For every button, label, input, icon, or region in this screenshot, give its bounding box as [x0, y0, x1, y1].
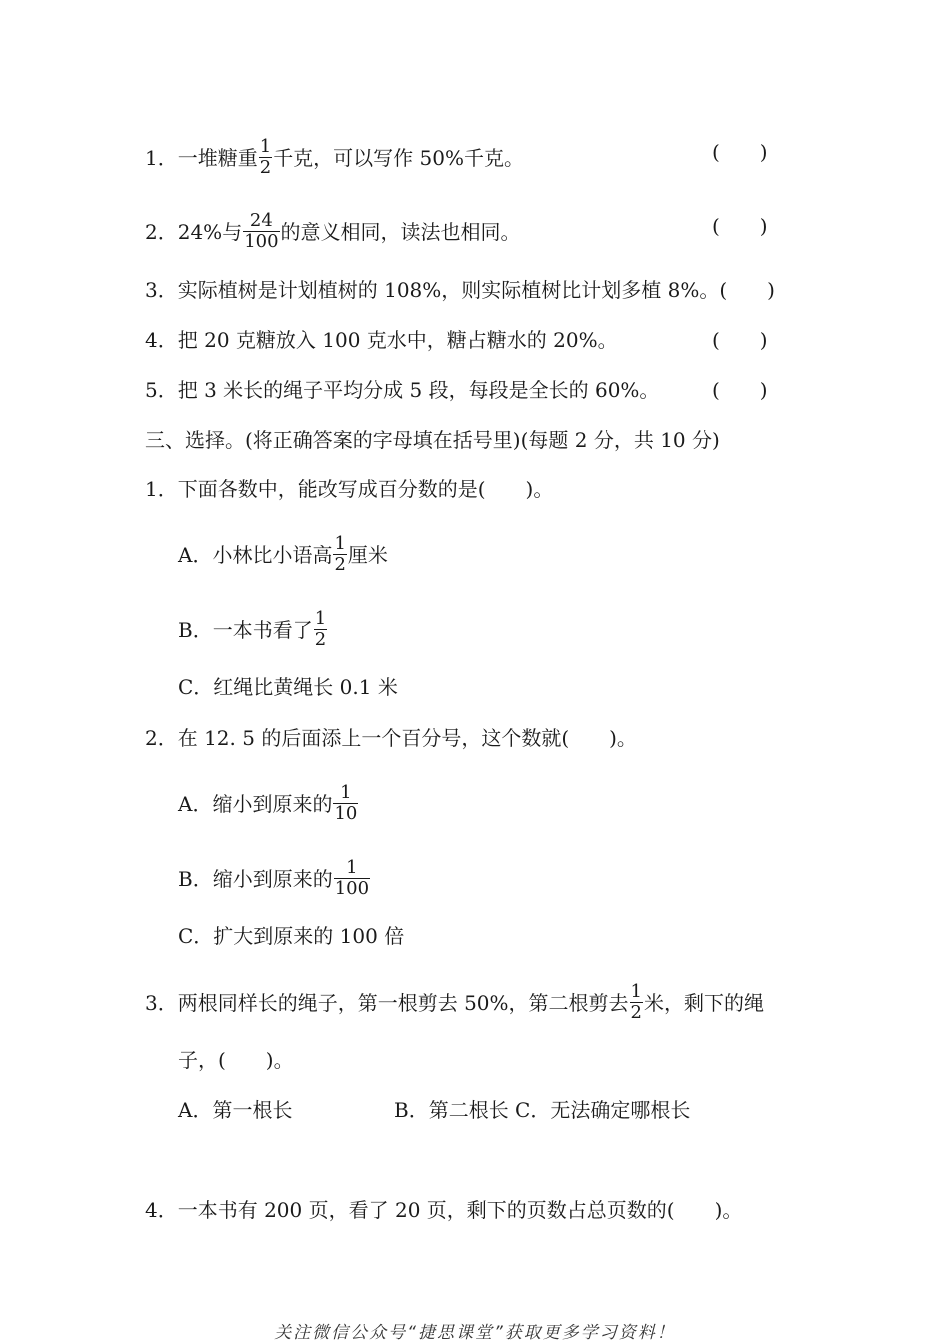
- denominator: 10: [334, 803, 358, 824]
- item-text: 千克，可以写作 50%千克。: [273, 146, 524, 170]
- judge-item-2: [145, 210, 521, 253]
- denominator: 2: [314, 629, 327, 650]
- question-3-option-a: A．第一根长: [178, 1098, 293, 1122]
- question-3-option-bc: B．第二根长 C．无法确定哪根长: [394, 1098, 691, 1122]
- answer-paren-5[interactable]: ( ): [712, 378, 768, 402]
- denominator: 2: [334, 554, 346, 575]
- numerator: 1: [259, 136, 272, 157]
- question-2-option-b: [178, 857, 371, 900]
- option-text: A．缩小到原来的: [178, 792, 333, 816]
- question-2-option-a: [178, 782, 359, 825]
- question-1-option-a: [178, 533, 388, 576]
- answer-paren-4[interactable]: ( ): [712, 328, 768, 352]
- fraction: [259, 138, 272, 177]
- fraction: [243, 212, 279, 251]
- judge-item-1: [145, 136, 524, 179]
- denominator: 2: [630, 1002, 642, 1023]
- question-text: 米，剩下的绳: [644, 991, 764, 1015]
- item-text: 把 3 米长的绳子平均分成 5 段，每段是全长的 60%。: [177, 378, 660, 402]
- item-text: 把 20 克糖放入 100 克水中，糖占糖水的 20%。: [177, 328, 618, 352]
- denominator: 2: [259, 157, 272, 178]
- judge-item-3: [145, 278, 775, 302]
- numerator: 1: [314, 608, 327, 629]
- question-2-stem: 2．在 12. 5 的后面添上一个百分号，这个数就( )。: [145, 726, 637, 750]
- option-text: B．缩小到原来的: [178, 867, 333, 891]
- numerator: 1: [334, 859, 370, 879]
- question-1-option-c: C．红绳比黄绳长 0.1 米: [178, 675, 398, 699]
- question-3-stem: [145, 981, 764, 1024]
- answer-paren-1[interactable]: ( ): [712, 140, 768, 164]
- numerator: 1: [334, 533, 346, 554]
- fraction: [314, 610, 327, 649]
- fraction: [333, 784, 358, 823]
- item-number: 4．: [145, 328, 178, 352]
- fraction: [334, 859, 370, 898]
- denominator: 100: [244, 231, 279, 252]
- denominator: 100: [334, 878, 370, 899]
- item-text: 一堆糖重: [177, 146, 258, 170]
- item-number: 3．: [145, 278, 178, 302]
- numerator: 24: [243, 212, 279, 232]
- item-text: 24%与: [177, 220, 243, 244]
- answer-paren-2[interactable]: ( ): [712, 214, 768, 238]
- question-1-stem: 1．下面各数中，能改写成百分数的是( )。: [145, 477, 554, 501]
- question-3-stem-continued: 子，( )。: [178, 1048, 294, 1072]
- fraction: [630, 983, 643, 1022]
- item-number: 2．: [145, 220, 178, 244]
- numerator: 1: [630, 981, 642, 1002]
- item-number: 5．: [145, 378, 178, 402]
- fraction: [333, 535, 346, 574]
- judge-item-4: [145, 328, 618, 352]
- option-text: B．一本书看了: [178, 618, 313, 642]
- section-heading: 三、选择。(将正确答案的字母填在括号里)(每题 2 分，共 10 分): [145, 428, 720, 452]
- footer-watermark: 关注微信公众号“捷思课堂”获取更多学习资料！: [274, 1323, 676, 1343]
- question-text: 3．两根同样长的绳子，第一根剪去 50%，第二根剪去: [145, 991, 629, 1015]
- numerator: 1: [333, 784, 358, 804]
- question-1-option-b: [178, 608, 328, 651]
- question-2-option-c: C．扩大到原来的 100 倍: [178, 924, 405, 948]
- option-text: 厘米: [347, 543, 388, 567]
- option-text: A．小林比小语高: [178, 543, 333, 567]
- judge-item-5: [145, 378, 659, 402]
- item-text: 实际植树是计划植树的 108%，则实际植树比计划多植 8%。( ): [177, 278, 775, 302]
- item-number: 1．: [145, 146, 178, 170]
- item-text: 的意义相同，读法也相同。: [280, 220, 521, 244]
- question-4-stem: 4．一本书有 200 页，看了 20 页，剩下的页数占总页数的( )。: [145, 1198, 743, 1222]
